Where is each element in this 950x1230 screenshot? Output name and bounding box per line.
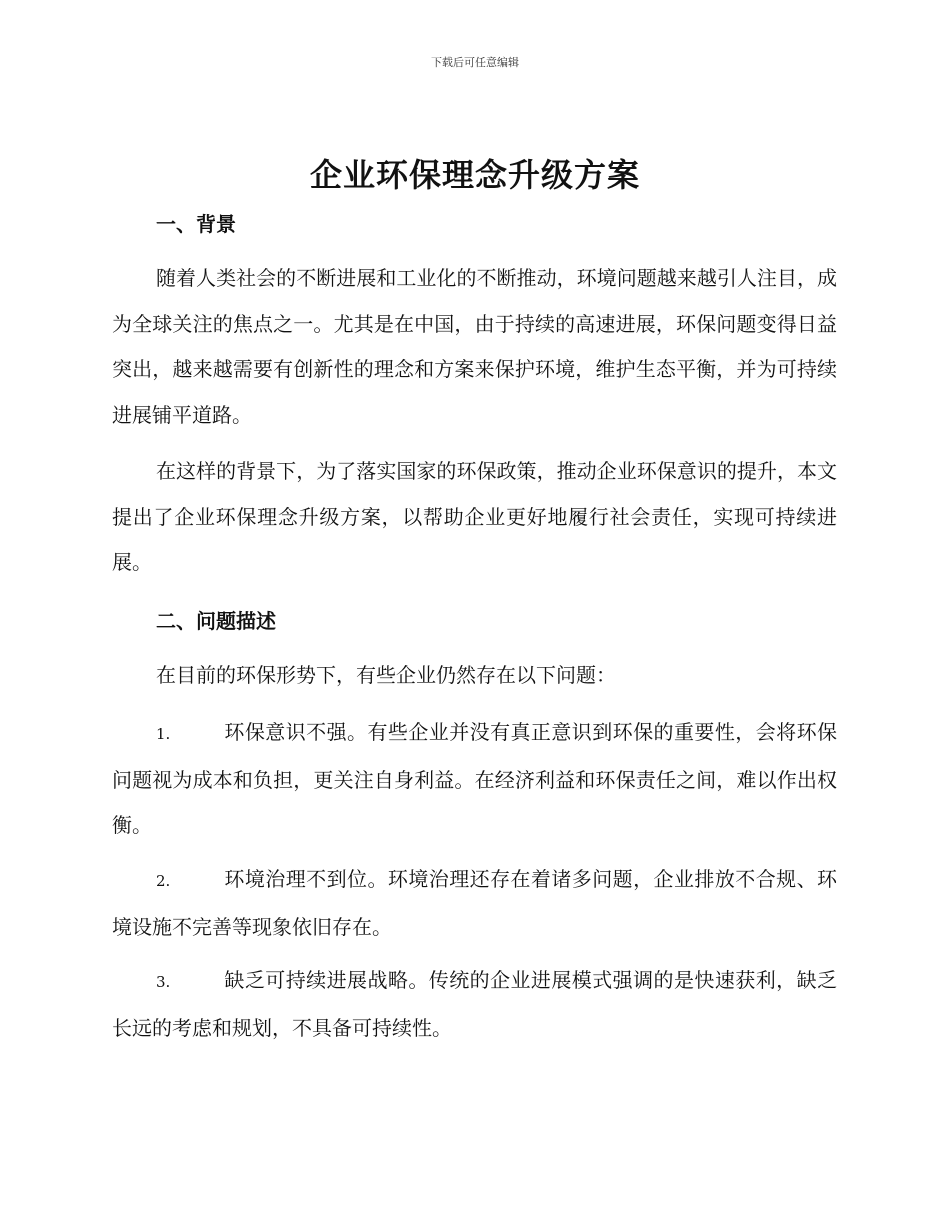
problem-item-3 [112,958,837,1051]
document-title: 企业环保理念升级方案 [309,156,640,194]
list-number: 3. [156,973,171,991]
list-number: 1. [156,725,171,743]
section-heading-problems: 二、问题描述 [156,609,276,633]
problems-intro: 在目前的环保形势下，有些企业仍然存在以下问题： [156,663,616,687]
background-paragraph-2: 在这样的背景下，为了落实国家的环保政策，推动企业环保意识的提升，本文提出了企业环保理念升级方案，以帮助企业更好地履行社会责任，实现可持续进展。 [112,459,837,574]
problem-text: 缺乏可持续进展战略。传统的企业进展模式强调的是快速获利，缺乏长远的考虑和规划，不具备可持续性。 [112,968,837,1040]
problem-item-2 [112,857,837,950]
problem-text: 环保意识不强。有些企业并没有真正意识到环保的重要性，会将环保问题视为成本和负担，更关注自身利益。在经济利益和环保责任之间，难以作出权衡。 [112,720,837,837]
page-header-note: 下载后可任意编辑 [431,56,519,69]
section-heading-background: 一、背景 [156,212,236,236]
problem-item-1 [112,710,837,849]
background-paragraph-1: 随着人类社会的不断进展和工业化的不断推动，环境问题越来越引人注目，成为全球关注的焦点之一。尤其是在中国，由于持续的高速进展，环保问题变得日益突出，越来越需要有创新性的理念和方案来保护环境，维护生态平衡，并为可持续进展铺平道路。 [112,266,837,427]
problem-text: 环境治理不到位。环境治理还存在着诸多问题，企业排放不合规、环境设施不完善等现象依旧存在。 [112,867,837,939]
list-number: 2. [156,872,171,890]
